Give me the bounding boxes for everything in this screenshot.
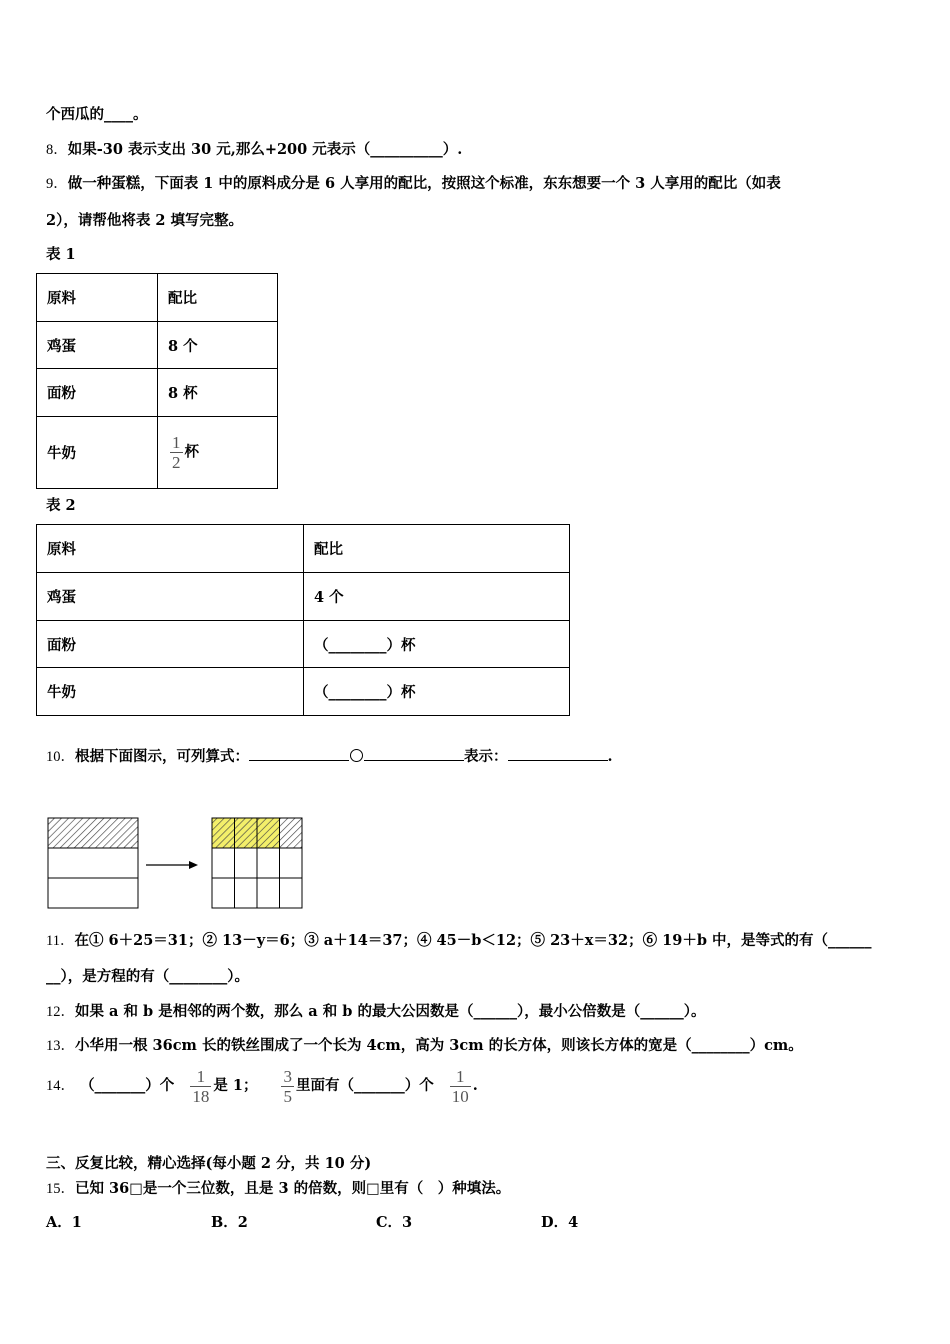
table-cell: 原料 <box>37 525 304 573</box>
option-c[interactable]: C．3 <box>376 1214 413 1231</box>
question-15 <box>46 1177 510 1198</box>
question-12 <box>46 1000 705 1021</box>
unit: 杯 <box>184 443 199 461</box>
fraction-denominator: 10 <box>451 1086 469 1106</box>
answer-blank <box>249 746 349 762</box>
table-cell: （________）杯 <box>304 668 570 716</box>
left-rectangle <box>48 818 138 908</box>
table-cell <box>158 417 278 489</box>
table-cell: 面粉 <box>37 369 158 417</box>
answer-blank <box>364 746 464 762</box>
right-grid <box>212 818 302 908</box>
fraction <box>190 1067 211 1106</box>
q7-tail: 个西瓜的____。 <box>46 106 148 123</box>
question-14 <box>46 1066 478 1106</box>
fraction <box>450 1067 471 1106</box>
table-cell: 配比 <box>158 274 278 322</box>
answer-blank <box>508 746 608 762</box>
question-number: 15． <box>46 1181 75 1197</box>
table-cell: 配比 <box>304 525 570 573</box>
arrow-icon <box>146 861 198 869</box>
unshaded-part <box>48 848 138 878</box>
operator-circle <box>350 749 363 762</box>
table-cell: 牛奶 <box>37 417 158 489</box>
question-text: 如果-30 表示支出 30 元,那么+200 元表示（__________）. <box>67 141 463 158</box>
table-cell: 面粉 <box>37 621 304 668</box>
question-number: 12． <box>46 1004 75 1020</box>
fraction-denominator: 5 <box>283 1086 292 1106</box>
fraction-numerator: 1 <box>172 433 181 452</box>
table-cell: 鸡蛋 <box>37 573 304 621</box>
option-d[interactable]: D．4 <box>541 1214 579 1231</box>
question-number: 14． <box>46 1078 75 1094</box>
question-number: 11． <box>46 933 75 949</box>
question-number: 10． <box>46 749 75 765</box>
question-9-line2: 2），请帮他将表 2 填写完整。 <box>46 212 244 229</box>
question-13 <box>46 1034 803 1055</box>
table-cell: 4 个 <box>304 573 570 621</box>
table-row <box>37 417 278 489</box>
table-cell: 原料 <box>37 274 158 322</box>
question-number: 9． <box>46 176 68 192</box>
question-text: . <box>607 748 613 765</box>
table-cell: 8 个 <box>158 322 278 369</box>
table-row <box>37 525 570 573</box>
table1-caption: 表 1 <box>46 246 76 263</box>
table-row <box>37 621 570 668</box>
table-row <box>37 322 278 369</box>
question-number: 8． <box>46 142 68 158</box>
fraction <box>281 1067 294 1106</box>
table-2 <box>36 524 570 716</box>
section-3-heading: 三、反复比较，精心选择(每小题 2 分，共 10 分) <box>46 1155 372 1172</box>
question-text: 小华用一根 36cm 长的铁丝围成了一个长为 4cm，高为 3cm 的长方体，则该长方体的宽是（________）cm。 <box>75 1037 803 1054</box>
question-text: （_______）个 <box>80 1077 175 1094</box>
fraction-numerator: 1 <box>455 1066 465 1086</box>
table-1 <box>36 273 278 489</box>
fraction-diagram <box>44 814 306 912</box>
unshaded-part <box>48 878 138 908</box>
question-text: 根据下面图示，可列算式： <box>75 748 249 765</box>
option-b[interactable]: B．2 <box>211 1214 248 1231</box>
table-row <box>37 573 570 621</box>
question-11-line2: __），是方程的有（________）。 <box>46 968 249 985</box>
table2-caption: 表 2 <box>46 497 76 514</box>
question-text: 里面有（_______）个 <box>295 1077 434 1094</box>
question-11-line1 <box>46 929 872 950</box>
fraction <box>170 433 183 472</box>
option-a[interactable]: A．1 <box>46 1214 82 1231</box>
question-text: 如果 a 和 b 是相邻的两个数，那么 a 和 b 的最大公因数是（______），最小公倍数是（______）。 <box>75 1003 706 1020</box>
question-text: . <box>472 1077 478 1094</box>
question-text: 是 1； <box>213 1077 258 1094</box>
question-number: 13． <box>46 1038 75 1054</box>
question-text: 已知 36□是一个三位数，且是 3 的倍数，则□里有（ ）种填法。 <box>75 1180 511 1197</box>
fraction-numerator: 1 <box>196 1066 206 1086</box>
fraction-denominator: 18 <box>192 1086 210 1106</box>
fraction-denominator: 2 <box>172 453 181 472</box>
question-10 <box>46 745 613 766</box>
table-cell: 鸡蛋 <box>37 322 158 369</box>
table-row <box>37 369 278 417</box>
fraction-numerator: 3 <box>283 1066 292 1086</box>
table-row <box>37 668 570 716</box>
table-cell: 牛奶 <box>37 668 304 716</box>
table-cell: （________）杯 <box>304 621 570 668</box>
question-text: 做一种蛋糕，下面表 1 中的原料成分是 6 人享用的配比，按照这个标准，东东想要一个 3 人享用的配比（如表 <box>67 175 781 192</box>
table-row <box>37 274 278 322</box>
question-text: 在① 6＋25＝31；② 13－y＝6；③ a＋14＝37；④ 45－b＜12；⑤ 23＋x＝32；⑥ 19＋b 中，是等式的有（______ <box>74 932 872 949</box>
table-cell: 8 杯 <box>158 369 278 417</box>
question-8 <box>46 138 462 159</box>
shaded-part <box>48 818 138 848</box>
question-9-line1 <box>46 172 781 193</box>
question-text: 表示： <box>464 748 508 765</box>
